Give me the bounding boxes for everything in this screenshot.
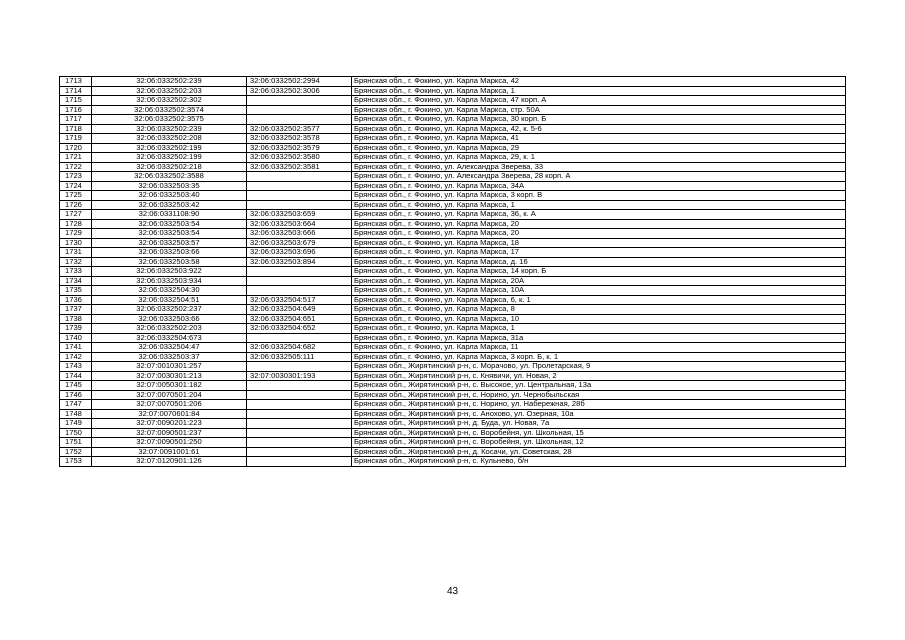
table-row [60,447,846,457]
table-row [60,238,846,248]
row-number-cell: 1715 [60,96,92,106]
row-number-cell: 1728 [60,219,92,229]
linked-cadastral-number-cell: 32:06:0332502:3579 [247,143,352,153]
address-cell: Брянская обл., Жирятинский р-н, д. Буда, ул. Новая, 7а [352,419,846,429]
linked-cadastral-number-cell [247,428,352,438]
linked-cadastral-number-cell: 32:07:0030301:193 [247,371,352,381]
row-number-cell: 1752 [60,447,92,457]
cadastral-number-cell: 32:06:0332503:934 [92,276,247,286]
table-row [60,314,846,324]
address-cell: Брянская обл., Жирятинский р-н, с. Воробейня, ул. Школьная, 15 [352,428,846,438]
address-cell: Брянская обл., г. Фокино, ул. Карла Маркса, 30 корп. Б [352,115,846,125]
table-row [60,438,846,448]
table-row [60,86,846,96]
row-number-cell: 1717 [60,115,92,125]
linked-cadastral-number-cell: 32:06:0332504:651 [247,314,352,324]
row-number-cell: 1737 [60,305,92,315]
cadastral-number-cell: 32:06:0332503:57 [92,238,247,248]
cadastral-number-cell: 32:06:0332503:42 [92,200,247,210]
table-row [60,77,846,87]
linked-cadastral-number-cell: 32:06:0332502:3577 [247,124,352,134]
table-row [60,96,846,106]
row-number-cell: 1748 [60,409,92,419]
linked-cadastral-number-cell [247,457,352,467]
table-row [60,400,846,410]
linked-cadastral-number-cell: 32:06:0332502:2994 [247,77,352,87]
linked-cadastral-number-cell [247,200,352,210]
cadastral-number-cell: 32:06:0332502:239 [92,77,247,87]
linked-cadastral-number-cell: 32:06:0332503:679 [247,238,352,248]
table-row [60,286,846,296]
address-cell: Брянская обл., Жирятинский р-н, с. Морачово, ул. Пролетарская, 9 [352,362,846,372]
linked-cadastral-number-cell [247,409,352,419]
row-number-cell: 1738 [60,314,92,324]
address-cell: Брянская обл., г. Фокино, ул. Карла Маркса, 10А [352,286,846,296]
table-body [60,77,846,467]
table-row [60,153,846,163]
cadastral-number-cell: 32:06:0332503:35 [92,181,247,191]
row-number-cell: 1731 [60,248,92,258]
linked-cadastral-number-cell: 32:06:0332503:894 [247,257,352,267]
address-cell: Брянская обл., г. Фокино, ул. Карла Маркса, 42, к. 5-6 [352,124,846,134]
table-row [60,248,846,258]
address-cell: Брянская обл., г. Фокино, ул. Карла Маркса, 31а [352,333,846,343]
table-row [60,229,846,239]
table-row [60,210,846,220]
linked-cadastral-number-cell [247,381,352,391]
address-cell: Брянская обл., г. Фокино, ул. Карла Маркса, 10 [352,314,846,324]
row-number-cell: 1735 [60,286,92,296]
cadastral-number-cell: 32:07:0090201:223 [92,419,247,429]
row-number-cell: 1725 [60,191,92,201]
linked-cadastral-number-cell [247,276,352,286]
linked-cadastral-number-cell [247,362,352,372]
cadastral-number-cell: 32:06:0332504:51 [92,295,247,305]
linked-cadastral-number-cell [247,96,352,106]
table-row [60,419,846,429]
linked-cadastral-number-cell [247,390,352,400]
row-number-cell: 1749 [60,419,92,429]
row-number-cell: 1724 [60,181,92,191]
cadastral-number-cell: 32:06:0332503:54 [92,219,247,229]
row-number-cell: 1740 [60,333,92,343]
address-cell: Брянская обл., Жирятинский р-н, с. Норино, ул. Набережная, 28б [352,400,846,410]
row-number-cell: 1734 [60,276,92,286]
linked-cadastral-number-cell [247,115,352,125]
linked-cadastral-number-cell [247,333,352,343]
linked-cadastral-number-cell: 32:06:0332504:652 [247,324,352,334]
linked-cadastral-number-cell [247,419,352,429]
cadastral-number-cell: 32:07:0050301:182 [92,381,247,391]
address-cell: Брянская обл., г. Фокино, ул. Карла Маркса, 42 [352,77,846,87]
row-number-cell: 1730 [60,238,92,248]
table-row [60,381,846,391]
linked-cadastral-number-cell: 32:06:0332504:682 [247,343,352,353]
cadastral-number-cell: 32:06:0332502:302 [92,96,247,106]
cadastral-number-cell: 32:06:0332502:199 [92,143,247,153]
cadastral-number-cell: 32:06:0332503:58 [92,257,247,267]
table-row [60,181,846,191]
linked-cadastral-number-cell: 32:06:0332503:666 [247,229,352,239]
cadastral-number-cell: 32:06:0332503:922 [92,267,247,277]
address-cell: Брянская обл., Жирятинский р-н, с. Норино, ул. Чернобыльская [352,390,846,400]
linked-cadastral-number-cell: 32:06:0332505:111 [247,352,352,362]
address-cell: Брянская обл., Жирятинский р-н, с. Княвичи, ул. Новая, 2 [352,371,846,381]
linked-cadastral-number-cell: 32:06:0332502:3006 [247,86,352,96]
row-number-cell: 1726 [60,200,92,210]
cadastral-table [59,76,846,467]
linked-cadastral-number-cell [247,105,352,115]
row-number-cell: 1721 [60,153,92,163]
linked-cadastral-number-cell: 32:06:0332502:3581 [247,162,352,172]
linked-cadastral-number-cell: 32:06:0332503:696 [247,248,352,258]
linked-cadastral-number-cell: 32:06:0332502:3580 [247,153,352,163]
address-cell: Брянская обл., г. Фокино, ул. Карла Маркса, 6, к. 1 [352,295,846,305]
table-row [60,219,846,229]
cadastral-number-cell: 32:06:0332503:54 [92,229,247,239]
address-cell: Брянская обл., г. Фокино, ул. Карла Маркса, 1 [352,86,846,96]
address-cell: Брянская обл., г. Фокино, ул. Карла Маркса, 17 [352,248,846,258]
address-cell: Брянская обл., г. Фокино, ул. Карла Маркса, 14 корп. Б [352,267,846,277]
cadastral-number-cell: 32:06:0332502:239 [92,124,247,134]
address-cell: Брянская обл., г. Фокино, ул. Карла Маркса, 20 [352,219,846,229]
row-number-cell: 1723 [60,172,92,182]
table-row [60,257,846,267]
cadastral-number-cell: 32:06:0332502:3575 [92,115,247,125]
linked-cadastral-number-cell [247,438,352,448]
cadastral-number-cell: 32:07:0070501:206 [92,400,247,410]
address-cell: Брянская обл., г. Фокино, ул. Карла Маркса, 1 [352,324,846,334]
table-row [60,305,846,315]
address-cell: Брянская обл., г. Фокино, ул. Карла Маркса, 3 корп. Б, к. 1 [352,352,846,362]
address-cell: Брянская обл., г. Фокино, ул. Карла Маркса, 34А [352,181,846,191]
cadastral-number-cell: 32:07:0070501:204 [92,390,247,400]
row-number-cell: 1753 [60,457,92,467]
address-cell: Брянская обл., г. Фокино, ул. Карла Маркса, 3 корп. В [352,191,846,201]
row-number-cell: 1736 [60,295,92,305]
row-number-cell: 1741 [60,343,92,353]
row-number-cell: 1729 [60,229,92,239]
cadastral-number-cell: 32:07:0091001:61 [92,447,247,457]
linked-cadastral-number-cell: 32:06:0332503:664 [247,219,352,229]
cadastral-number-cell: 32:06:0332502:208 [92,134,247,144]
table-row [60,333,846,343]
row-number-cell: 1739 [60,324,92,334]
row-number-cell: 1716 [60,105,92,115]
row-number-cell: 1719 [60,134,92,144]
address-cell: Брянская обл., г. Фокино, ул. Карла Маркса, 29, к. 1 [352,153,846,163]
cadastral-number-cell: 32:06:0332502:3574 [92,105,247,115]
table-row [60,457,846,467]
cadastral-number-cell: 32:06:0332502:203 [92,324,247,334]
table-row [60,390,846,400]
address-cell: Брянская обл., Жирятинский р-н, с. Воробейня, ул. Школьная, 12 [352,438,846,448]
row-number-cell: 1714 [60,86,92,96]
table-row [60,191,846,201]
table-row [60,143,846,153]
address-cell: Брянская обл., г. Фокино, ул. Карла Маркса, 20А [352,276,846,286]
row-number-cell: 1713 [60,77,92,87]
row-number-cell: 1727 [60,210,92,220]
address-cell: Брянская обл., г. Фокино, ул. Александра Зверева, 28 корп. А [352,172,846,182]
address-cell: Брянская обл., Жирятинский р-н, д. Косачи, ул. Советская, 28 [352,447,846,457]
linked-cadastral-number-cell [247,447,352,457]
table-row [60,267,846,277]
address-cell: Брянская обл., г. Фокино, ул. Карла Маркса, 36, к. А [352,210,846,220]
linked-cadastral-number-cell: 32:06:0332504:517 [247,295,352,305]
address-cell: Брянская обл., г. Фокино, ул. Карла Маркса, 29 [352,143,846,153]
cadastral-number-cell: 32:06:0332502:3588 [92,172,247,182]
cadastral-number-cell: 32:06:0332504:673 [92,333,247,343]
table-row [60,343,846,353]
linked-cadastral-number-cell: 32:06:0332502:3578 [247,134,352,144]
table-row [60,428,846,438]
table-row [60,172,846,182]
cadastral-number-cell: 32:07:0010301:257 [92,362,247,372]
row-number-cell: 1744 [60,371,92,381]
address-cell: Брянская обл., г. Фокино, ул. Карла Маркса, 11 [352,343,846,353]
row-number-cell: 1732 [60,257,92,267]
linked-cadastral-number-cell: 32:06:0332504:649 [247,305,352,315]
table-row [60,352,846,362]
table-row [60,324,846,334]
address-cell: Брянская обл., г. Фокино, ул. Карла Маркса, д. 16 [352,257,846,267]
row-number-cell: 1722 [60,162,92,172]
row-number-cell: 1718 [60,124,92,134]
table-row [60,115,846,125]
cadastral-number-cell: 32:06:0332502:237 [92,305,247,315]
address-cell: Брянская обл., г. Фокино, ул. Карла Маркса, 18 [352,238,846,248]
cadastral-number-cell: 32:06:0332502:218 [92,162,247,172]
table-row [60,162,846,172]
row-number-cell: 1750 [60,428,92,438]
row-number-cell: 1733 [60,267,92,277]
table-row [60,276,846,286]
linked-cadastral-number-cell: 32:06:0332503:659 [247,210,352,220]
linked-cadastral-number-cell [247,181,352,191]
cadastral-number-cell: 32:07:0070601:84 [92,409,247,419]
table-row [60,200,846,210]
table-row [60,371,846,381]
table-row [60,362,846,372]
row-number-cell: 1720 [60,143,92,153]
table-row [60,295,846,305]
linked-cadastral-number-cell [247,172,352,182]
cadastral-number-cell: 32:06:0332503:37 [92,352,247,362]
address-cell: Брянская обл., Жирятинский р-н, с. Высокое, ул. Центральная, 13а [352,381,846,391]
cadastral-number-cell: 32:06:0332503:40 [92,191,247,201]
address-cell: Брянская обл., г. Фокино, ул. Карла Маркса, стр. 50А [352,105,846,115]
linked-cadastral-number-cell [247,191,352,201]
address-cell: Брянская обл., г. Фокино, ул. Карла Маркса, 41 [352,134,846,144]
row-number-cell: 1743 [60,362,92,372]
address-cell: Брянская обл., г. Фокино, ул. Карла Маркса, 47 корп. А [352,96,846,106]
cadastral-number-cell: 32:06:0332503:66 [92,248,247,258]
row-number-cell: 1746 [60,390,92,400]
address-cell: Брянская обл., Жирятинский р-н, с. Кульнево, б/н [352,457,846,467]
cadastral-number-cell: 32:07:0120901:126 [92,457,247,467]
cadastral-number-cell: 32:07:0090501:237 [92,428,247,438]
table-row [60,409,846,419]
row-number-cell: 1745 [60,381,92,391]
table-row [60,134,846,144]
table-row [60,124,846,134]
cadastral-number-cell: 32:06:0332504:30 [92,286,247,296]
linked-cadastral-number-cell [247,286,352,296]
cadastral-number-cell: 32:07:0090501:250 [92,438,247,448]
address-cell: Брянская обл., г. Фокино, ул. Карла Маркса, 20 [352,229,846,239]
linked-cadastral-number-cell [247,267,352,277]
cadastral-number-cell: 32:07:0030301:213 [92,371,247,381]
address-cell: Брянская обл., Жирятинский р-н, с. Анохово, ул. Озерная, 10а [352,409,846,419]
linked-cadastral-number-cell [247,400,352,410]
cadastral-number-cell: 32:06:0332504:47 [92,343,247,353]
table-row [60,105,846,115]
page-number: 43 [446,586,459,597]
cadastral-number-cell: 32:06:0332503:66 [92,314,247,324]
row-number-cell: 1747 [60,400,92,410]
cadastral-number-cell: 32:06:0332502:203 [92,86,247,96]
cadastral-number-cell: 32:06:0332502:199 [92,153,247,163]
row-number-cell: 1742 [60,352,92,362]
address-cell: Брянская обл., г. Фокино, ул. Карла Маркса, 1 [352,200,846,210]
address-cell: Брянская обл., г. Фокино, ул. Карла Маркса, 8 [352,305,846,315]
row-number-cell: 1751 [60,438,92,448]
address-cell: Брянская обл., г. Фокино, ул. Александра Зверева, 33 [352,162,846,172]
cadastral-number-cell: 32:06:0331108:90 [92,210,247,220]
